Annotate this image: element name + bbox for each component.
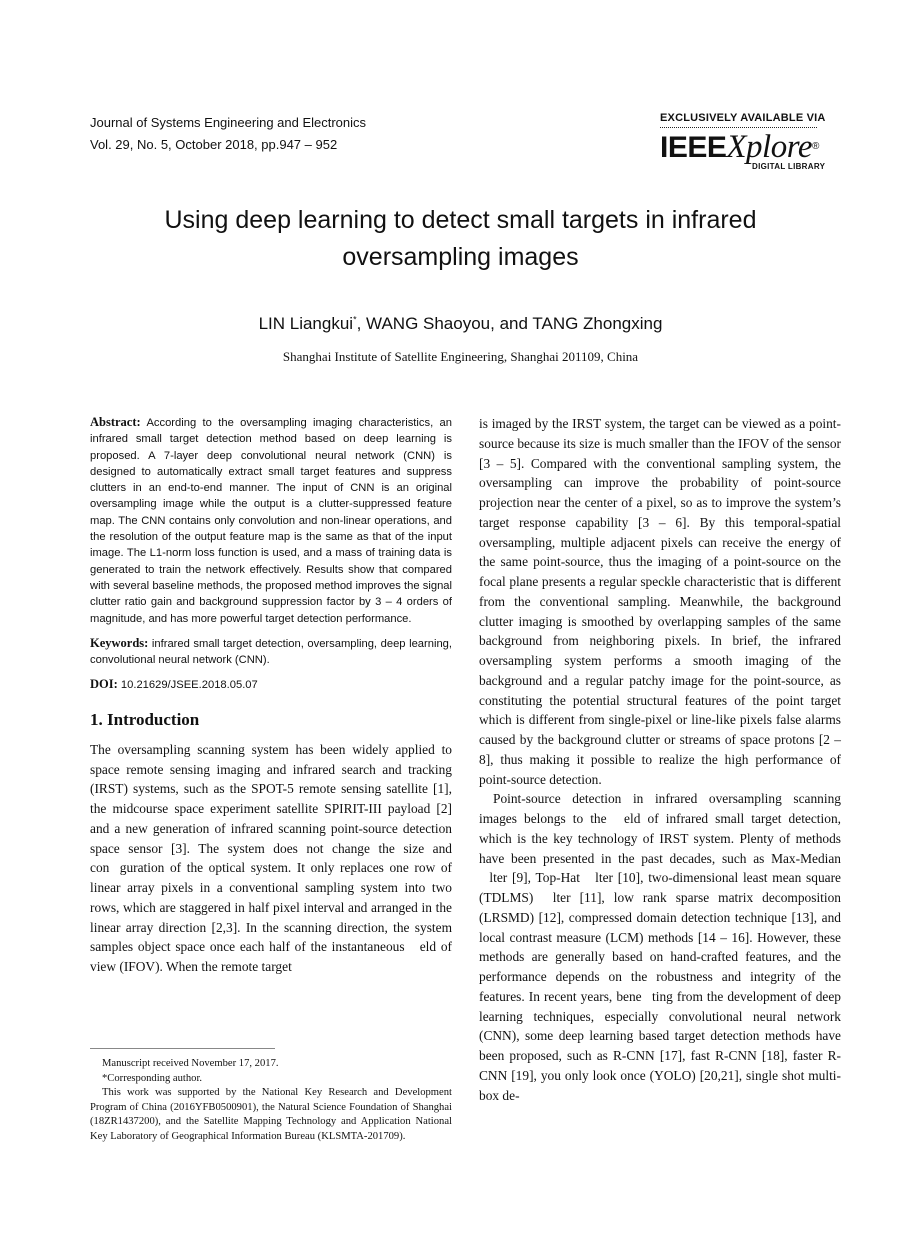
keywords [90,635,452,669]
doi-value: 10.21629/JSEE.2018.05.07 [120,679,258,692]
brand-registered: ® [811,141,819,152]
keywords-label: Keywords: [90,635,149,650]
intro-paragraph-2: Point-source detection in infrared oversampling scanning images belongs to the  eld of infrared small target detection, which is the key technology of IRST system. Plenty of methods have been presented in the past decades, such as Max-Median  lter [9], Top-Hat  lter [10], two-dimensional least mean square (TDLMS)  lter [11], low rank sparse matrix decomposition (LRSMD) [12], compressed domain detection technique [13], and local contrast measure (LCM) methods [14 – 16]. However, these methods are generally based on hand-crafted features, and the performance depends on the robustness and integrity of the features. In recent years, bene ting from the development of deep learning techniques, especially convolutional neural network (CNN), some deep learning based target detection methods have been proposed, such as R-CNN [17], fast R-CNN [18], faster R-CNN [19], you only look once (YOLO) [20,21], single shot multi-box de- [479,791,841,1103]
title-line-2: oversampling images [342,243,579,271]
abstract [90,414,452,627]
footnote-received: Manuscript received November 17, 2017. [102,1058,279,1069]
volume-info: Vol. 29, No. 5, October 2018, pp.947 – 952 [90,137,338,152]
keywords-text: infrared small target detection, oversampling, deep learning, convolutional neural network (CNN). [90,637,453,667]
footnote-corresponding: *Corresponding author. [102,1072,203,1084]
abstract-text: According to the oversampling imaging characteristics, an infrared small target detection method based on deep learning is proposed. A 7-layer deep convolutional neural network (CNN) is designed to automatically extract small target features and suppress clutters in an end-to-end manner. The input of CNN is an original oversampling image while the output is a clutter-suppressed feature map. The CNN contains only convolution and non-linear operations, and the resolution of the output feature map is the same as that of the input image. The L1-norm loss function is used, and a mass of training data is generated to train the network effectively. Results show that compared with several baseline methods, the proposed method improves the signal clutter ratio gain and background suppression factor by 3 – 4 orders of magnitude, and has more powerful target detection performance. [90,417,452,625]
brand-ieee: IEEE [660,131,727,164]
doi [90,676,452,693]
footnote-divider [90,1048,275,1049]
brand-tagline: EXCLUSIVELY AVAILABLE VIA [660,112,817,128]
footnote-funding: This work was supported by the National Key Research and Development Program of China (2016YFB0500901), the Natural Science Foundation of Shanghai (18ZR1437200), and the Satellite Mapping Technology and Application National Key Laboratory of Geographical Information Bureau (KLSMTA-201709). [90,1087,452,1142]
doi-label: DOI: [90,677,118,692]
brand-wordmark [660,129,850,165]
author-first: LIN Liangkui [258,314,354,333]
journal-header [90,112,366,156]
brand-library: DIGITAL LIBRARY [752,162,826,171]
corresponding-mark: * [353,314,357,325]
author-rest: , WANG Shaoyou, and TANG Zhongxing [356,314,663,333]
intro-paragraph-1: The oversampling scanning system has been widely applied to space remote sensing imaging and infrared search and tracking (IRST) systems, such as the SPOT-5 remote sensing satellite [1], the midcourse space experiment satellite SPIRIT-III payload [2] and a new generation of infrared scanning point-source detection space sensor [3]. The system does not change the size and con guration of the optical system. It only replaces one row of linear array pixels in a conventional sampling system into two rows, which are staggered in half pixel interval and arranged in the linear array direction [2,3]. In the scanning direction, the system samples object space once each half of the instantaneous  eld of view (IFOV). When the remote target [90,741,452,974]
affiliation: Shanghai Institute of Satellite Engineering, Shanghai 201109, China [282,349,639,364]
paper-title [60,202,861,276]
right-column [479,414,841,1105]
journal-name: Journal of Systems Engineering and Electronics [90,115,367,130]
title-line-1: Using deep learning to detect small targets in infrared [164,206,757,234]
ieee-xplore-logo [660,112,850,171]
brand-xplore: Xplore [726,129,812,165]
author-list [60,314,861,334]
footnotes [90,1057,452,1145]
intro-paragraph-1-continued: is imaged by the IRST system, the target can be viewed as a point-source because its size is much smaller than the IFOV of the sensor [3 – 5]. Compared with the conventional sampling system, the oversampling can improve the probability of point-source projection near the center of a pixel, so as to improve the system’s target response capability [3 – 6]. By this temporal-spatial oversampling, multiple adjacent pixels can receive the energy of the same point-source, thus the imaging of a point-source on the focal plane presents a regular speckle characteristic that is different from the conventional sampling. Meanwhile, the background clutter imaging is smoothed by overlapping samples of the same background from neighboring pixels. In brief, the infrared oversampling system performs a smooth imaging of the background and a regular patchy image for the point-source, as constituting the potential structural features of the point target which is different from single-pixel or line-like pixels false alarms caused by the background clutter or streams of space protons [2 – 8], thus making it possible to realize the high performance of point-source detection. [479,416,841,787]
abstract-label: Abstract: [90,415,141,429]
left-column [90,414,452,977]
section-heading-introduction: 1. Introduction [90,709,200,729]
